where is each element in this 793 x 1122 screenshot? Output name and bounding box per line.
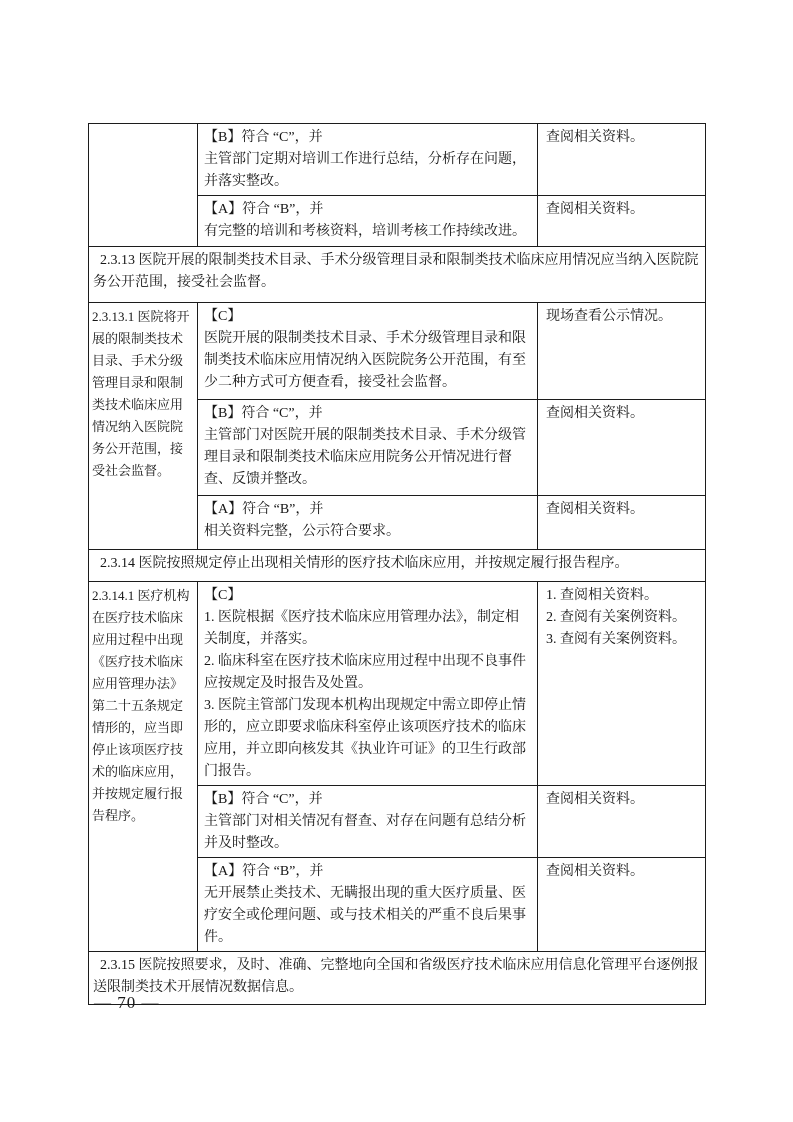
grade-c-label: 【C】 xyxy=(204,588,242,603)
grade-c-item-1: 1. 医院根据《医疗技术临床应用管理办法》，制定相关制度，并落实。 xyxy=(204,610,519,647)
grade-a-text: 有完整的培训和考核资料，培训考核工作持续改进。 xyxy=(204,224,526,239)
grade-b-cell xyxy=(198,786,538,858)
item-number-cell-empty xyxy=(89,124,198,247)
item-23131-left-text: 2.3.13.1 医院将开展的限制类技术目录、手术分级管理目录和限制类技术临床应用情况纳入医院院务公开范围，接受社会监督。 xyxy=(89,303,198,550)
review-method-cell: 查阅相关资料。 xyxy=(538,196,706,247)
item-2315-text: 2.3.15 医院按照要求，及时、准确、完整地向全国和省级医疗技术临床应用信息化管理平台逐例报送限制类技术开展情况数据信息。 xyxy=(89,952,706,1005)
table-row-item-2315 xyxy=(89,952,706,1005)
table-row-grade-b-top xyxy=(89,124,706,196)
grade-c-cell xyxy=(198,582,538,786)
item-23141-left-text: 2.3.14.1 医疗机构在医疗技术临床应用过程中出现《医疗技术临床应用管理办法》第二十五条规定情形的，应当即停止该项医疗技术的临床应用，并按规定履行报告程序。 xyxy=(89,582,198,952)
grade-c-item-2: 2. 临床科室在医疗技术临床应用过程中出现不良事件应按规定及时报告及处置。 xyxy=(204,654,526,691)
review-method-cell xyxy=(538,582,706,786)
review-method-cell: 查阅相关资料。 xyxy=(538,400,706,496)
grade-a-label: 【A】符合 “B”，并 xyxy=(204,202,324,217)
page-number: — 70 — xyxy=(94,993,160,1012)
grade-b-text: 主管部门对医院开展的限制类技术目录、手术分级管理目录和限制类技术临床应用院务公开情况进行督查、反馈并整改。 xyxy=(204,428,526,487)
grade-c-text: 医院开展的限制类技术目录、手术分级管理目录和限制类技术临床应用情况纳入医院院务公开范围，有至少二种方式可方便查看，接受社会监督。 xyxy=(204,331,526,390)
grade-a-cell xyxy=(198,858,538,952)
grade-a-text: 无开展禁止类技术、无瞒报出现的重大医疗质量、医疗安全或伦理问题、或与技术相关的严重不良后果事件。 xyxy=(204,886,526,945)
grade-b-label: 【B】符合 “C”，并 xyxy=(204,130,323,145)
table-row-item-2314 xyxy=(89,550,706,582)
grade-a-cell xyxy=(198,496,538,550)
grade-b-label: 【B】符合 “C”，并 xyxy=(204,406,323,421)
review-method-cell: 查阅相关资料。 xyxy=(538,786,706,858)
grade-b-cell xyxy=(198,124,538,196)
item-2313-text: 2.3.13 医院开展的限制类技术目录、手术分级管理目录和限制类技术临床应用情况应当纳入医院院务公开范围，接受社会监督。 xyxy=(89,247,706,303)
item-2314-text: 2.3.14 医院按照规定停止出现相关情形的医疗技术临床应用，并按规定履行报告程序。 xyxy=(89,550,706,582)
grade-b-cell xyxy=(198,400,538,496)
grade-b-text: 主管部门对相关情况有督查、对存在问题有总结分析并及时整改。 xyxy=(204,814,526,851)
review-method-item-2: 2. 查阅有关案例资料。 xyxy=(546,610,686,625)
grade-a-label: 【A】符合 “B”，并 xyxy=(204,502,324,517)
grade-b-label: 【B】符合 “C”，并 xyxy=(204,792,323,807)
table-row-23131-c xyxy=(89,303,706,400)
grade-b-text: 主管部门定期对培训工作进行总结，分析存在问题，并落实整改。 xyxy=(204,152,526,189)
table-row-item-2313 xyxy=(89,247,706,303)
grade-c-label: 【C】 xyxy=(204,309,242,324)
review-method-cell: 查阅相关资料。 xyxy=(538,496,706,550)
grade-c-item-3: 3. 医院主管部门发现本机构出现规定中需立即停止情形的，应立即要求临床科室停止该项医疗技术的临床应用，并立即向核发其《执业许可证》的卫生行政部门报告。 xyxy=(204,698,526,779)
review-method-cell: 现场查看公示情况。 xyxy=(538,303,706,400)
grade-a-cell xyxy=(198,196,538,247)
grade-a-text: 相关资料完整，公示符合要求。 xyxy=(204,524,400,539)
review-method-cell: 查阅相关资料。 xyxy=(538,124,706,196)
review-method-item-3: 3. 查阅有关案例资料。 xyxy=(546,632,686,647)
standards-table xyxy=(88,123,706,1005)
review-method-cell: 查阅相关资料。 xyxy=(538,858,706,952)
grade-c-cell xyxy=(198,303,538,400)
review-method-item-1: 1. 查阅相关资料。 xyxy=(546,588,658,603)
grade-a-label: 【A】符合 “B”，并 xyxy=(204,864,324,879)
table-row-23141-c xyxy=(89,582,706,786)
